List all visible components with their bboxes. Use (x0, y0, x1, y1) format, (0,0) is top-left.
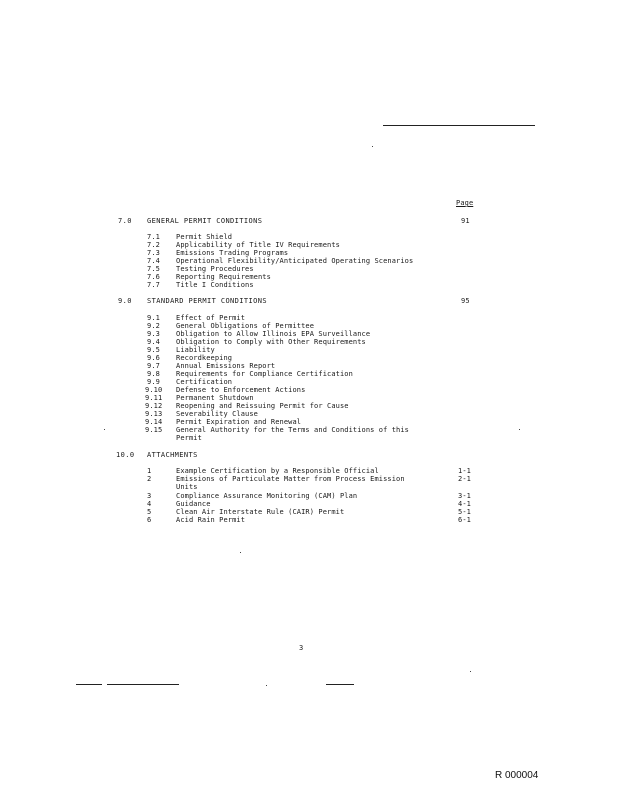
item-number: 9.12 (145, 402, 163, 410)
section-page: 91 (461, 217, 470, 225)
section-page: 95 (461, 297, 470, 305)
item-title: Annual Emissions Report (176, 362, 276, 370)
scan-speck (372, 146, 373, 147)
header-rule (383, 125, 535, 126)
item-number: 9.7 (147, 362, 160, 370)
item-title-continuation: Permit (176, 434, 202, 442)
page-number: 3 (299, 644, 304, 652)
attachment-page: 1-1 (458, 467, 471, 475)
attachment-number: 6 (147, 516, 152, 524)
section-title: ATTACHMENTS (147, 451, 198, 459)
section-title: GENERAL PERMIT CONDITIONS (147, 217, 263, 225)
attachment-page: 5-1 (458, 508, 471, 516)
item-title: Reporting Requirements (176, 273, 271, 281)
item-number: 9.11 (145, 394, 163, 402)
item-title: Permit Shield (176, 233, 233, 241)
attachment-number: 5 (147, 508, 152, 516)
item-title: Liability (176, 346, 215, 354)
attachment-title: Compliance Assurance Monitoring (CAM) Plan (176, 492, 358, 500)
item-title: Severability Clause (176, 410, 258, 418)
scan-speck (470, 671, 471, 672)
item-number: 9.2 (147, 322, 160, 330)
attachment-title: Example Certification by a Responsible Official (176, 467, 379, 475)
item-number: 7.7 (147, 281, 160, 289)
section-number: 7.0 (118, 217, 132, 225)
item-number: 9.6 (147, 354, 160, 362)
item-title: Testing Procedures (176, 265, 254, 273)
section-number: 10.0 (116, 451, 135, 459)
item-title: General Authority for the Terms and Conditions of this (176, 426, 409, 434)
attachment-title: Clean Air Interstate Rule (CAIR) Permit (176, 508, 345, 516)
item-number: 9.9 (147, 378, 160, 386)
item-title: Certification (176, 378, 233, 386)
footer-rule (107, 684, 179, 685)
footer-rule (76, 684, 102, 685)
scan-speck (266, 685, 267, 686)
item-number: 7.2 (147, 241, 160, 249)
page-column-header: Page (456, 199, 474, 207)
attachment-number: 3 (147, 492, 152, 500)
item-title: General Obligations of Permittee (176, 322, 315, 330)
item-number: 7.5 (147, 265, 160, 273)
item-title: Permanent Shutdown (176, 394, 254, 402)
item-title: Operational Flexibility/Anticipated Operating Scenarios (176, 257, 414, 265)
item-title: Obligation to Allow Illinois EPA Surveillance (176, 330, 371, 338)
attachment-title: Emissions of Particulate Matter from Process Emission (176, 475, 405, 483)
attachment-number: 2 (147, 475, 152, 483)
item-title: Permit Expiration and Renewal (176, 418, 302, 426)
item-title: Emissions Trading Programs (176, 249, 289, 257)
attachment-number: 1 (147, 467, 152, 475)
item-number: 9.15 (145, 426, 163, 434)
item-number: 9.5 (147, 346, 160, 354)
item-number: 7.4 (147, 257, 160, 265)
attachment-number: 4 (147, 500, 152, 508)
item-title: Recordkeeping (176, 354, 233, 362)
item-title: Applicability of Title IV Requirements (176, 241, 340, 249)
item-title: Effect of Permit (176, 314, 246, 322)
item-number: 7.1 (147, 233, 160, 241)
item-number: 9.13 (145, 410, 163, 418)
item-number: 9.14 (145, 418, 163, 426)
scan-speck (104, 429, 105, 430)
item-number: 7.3 (147, 249, 160, 257)
section-number: 9.0 (118, 297, 132, 305)
item-title: Reopening and Reissuing Permit for Cause (176, 402, 349, 410)
attachment-page: 4-1 (458, 500, 471, 508)
footer-rule (326, 684, 354, 685)
item-title: Obligation to Comply with Other Requirements (176, 338, 366, 346)
item-number: 7.6 (147, 273, 160, 281)
item-number: 9.10 (145, 386, 163, 394)
bates-number: R 000004 (495, 770, 539, 781)
attachment-title: Guidance (176, 500, 211, 508)
item-number: 9.8 (147, 370, 160, 378)
section-title: STANDARD PERMIT CONDITIONS (147, 297, 267, 305)
item-title: Requirements for Compliance Certification (176, 370, 353, 378)
item-title: Defense to Enforcement Actions (176, 386, 306, 394)
attachment-page: 6-1 (458, 516, 471, 524)
scan-speck (519, 429, 520, 430)
attachment-page: 3-1 (458, 492, 471, 500)
scan-speck (240, 552, 241, 553)
item-number: 9.1 (147, 314, 160, 322)
attachment-title: Acid Rain Permit (176, 516, 246, 524)
attachment-page: 2-1 (458, 475, 471, 483)
attachment-title-continuation: Units (176, 483, 198, 491)
item-number: 9.3 (147, 330, 160, 338)
item-number: 9.4 (147, 338, 160, 346)
item-title: Title I Conditions (176, 281, 254, 289)
